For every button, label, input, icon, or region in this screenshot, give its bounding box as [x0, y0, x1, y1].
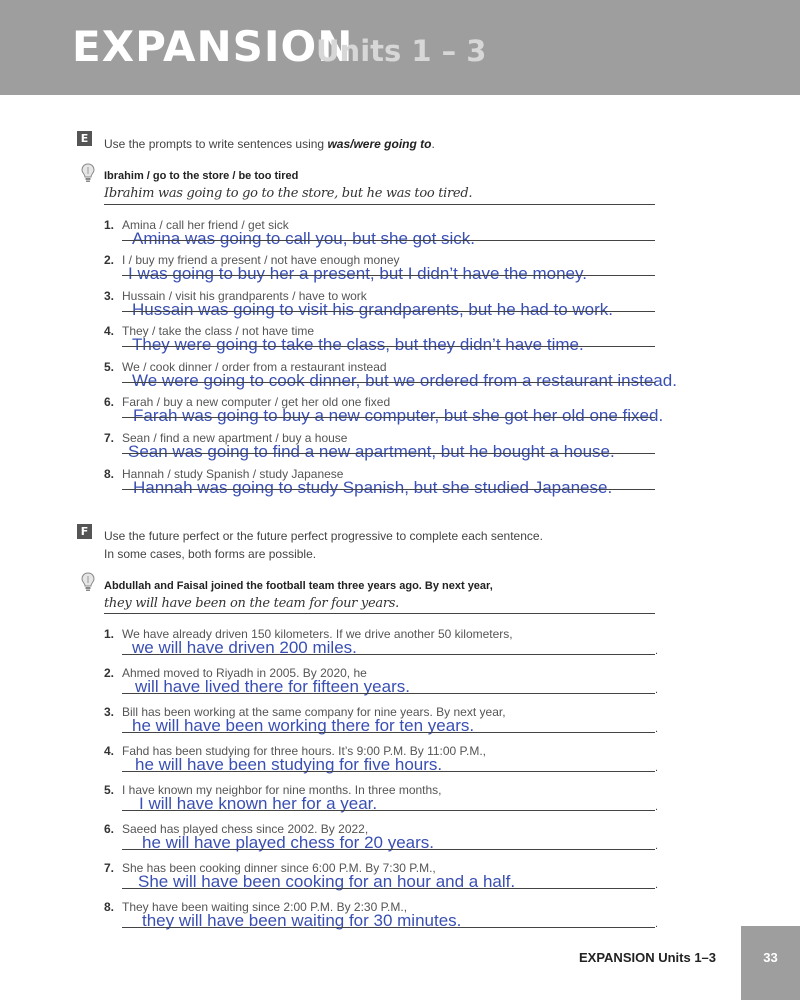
section-f-instruction-line2: In some cases, both forms are possible.: [104, 547, 317, 561]
item-number: 1.: [104, 627, 115, 641]
item-prompt: Ahmed moved to Riyadh in 2005. By 2020, he: [122, 666, 367, 680]
section-f-example-answer: they will have been on the team for four years.: [104, 596, 399, 611]
answer-input[interactable]: he will have been studying for five hours.: [135, 755, 443, 774]
section-e-instruction: Use the prompts to write sentences using was/were going to.: [104, 137, 435, 151]
footer-label: EXPANSION Units 1–3: [579, 950, 717, 965]
answer-input[interactable]: they will have been waiting for 30 minutes.: [142, 911, 462, 930]
item-prompt: Hussain / visit his grandparents / have to work: [122, 289, 367, 303]
answer-underline: [122, 417, 655, 418]
answer-input[interactable]: Hussain was going to visit his grandparents, but he had to work.: [132, 300, 613, 319]
item-number: 8.: [104, 467, 115, 481]
item-prompt: I / buy my friend a present / not have enough money: [122, 253, 400, 267]
item-number: 8.: [104, 900, 115, 914]
answer-underline: [122, 382, 655, 383]
answer-input[interactable]: She will have been cooking for an hour and a half.: [138, 872, 516, 891]
item-prompt: We / cook dinner / order from a restaurant instead: [122, 360, 387, 374]
answer-input[interactable]: I will have known her for a year.: [139, 794, 378, 813]
period-mark: .: [655, 645, 659, 657]
period-mark: .: [655, 801, 659, 813]
period-mark: .: [655, 684, 659, 696]
page-subtitle: Units 1 – 3: [316, 34, 487, 68]
answer-input[interactable]: Sean was going to find a new apartment, but he bought a house.: [128, 442, 615, 461]
list-item: [0, 467, 800, 503]
list-item: [0, 705, 800, 741]
item-prompt: She has been cooking dinner since 6:00 P.M. By 7:30 P.M.,: [122, 861, 436, 875]
item-number: 4.: [104, 744, 115, 758]
answer-underline: [122, 693, 655, 694]
item-prompt: They / take the class / not have time: [122, 324, 315, 338]
list-item: [0, 395, 800, 431]
answer-input[interactable]: we will have driven 200 miles.: [132, 638, 357, 657]
answer-underline: [122, 654, 655, 655]
answer-input[interactable]: he will have played chess for 20 years.: [142, 833, 434, 852]
item-number: 6.: [104, 395, 115, 409]
answer-input[interactable]: he will have been working there for ten years.: [132, 716, 475, 735]
page-title: EXPANSION: [72, 22, 354, 71]
page-header-banner: [0, 0, 800, 95]
item-prompt: Sean / find a new apartment / buy a house: [122, 431, 348, 445]
answer-underline: [122, 453, 655, 454]
item-number: 5.: [104, 783, 115, 797]
item-prompt: Amina / call her friend / get sick: [122, 218, 289, 232]
list-item: [0, 900, 800, 936]
list-item: [0, 666, 800, 702]
item-number: 1.: [104, 218, 115, 232]
period-mark: .: [655, 918, 659, 930]
lightbulb-icon: [81, 572, 95, 592]
item-number: 7.: [104, 861, 115, 875]
answer-underline: [122, 771, 655, 772]
item-prompt: Fahd has been studying for three hours. It’s 9:00 P.M. By 11:00 P.M.,: [122, 744, 486, 758]
section-e-example-answer: Ibrahim was going to go to the store, but he was too tired.: [104, 186, 473, 201]
answer-underline: [122, 311, 655, 312]
list-item: [0, 218, 800, 254]
answer-input[interactable]: We were going to cook dinner, but we ordered from a restaurant instead.: [132, 371, 677, 390]
item-number: 7.: [104, 431, 115, 445]
list-item: [0, 253, 800, 289]
section-f-example-underline: [104, 613, 655, 614]
answer-underline: [122, 732, 655, 733]
section-e-example-underline: [104, 204, 655, 205]
answer-input[interactable]: Hannah was going to study Spanish, but she studied Japanese.: [133, 478, 613, 497]
item-prompt: Bill has been working at the same company for nine years. By next year,: [122, 705, 506, 719]
answer-underline: [122, 275, 655, 276]
item-number: 5.: [104, 360, 115, 374]
answer-input[interactable]: They were going to take the class, but they didn’t have time.: [132, 335, 584, 354]
list-item: [0, 744, 800, 780]
answer-input[interactable]: I was going to buy her a present, but I didn’t have the money.: [128, 264, 587, 283]
period-mark: .: [655, 723, 659, 735]
item-number: 4.: [104, 324, 115, 338]
item-prompt: They have been waiting since 2:00 P.M. By 2:30 P.M.,: [122, 900, 408, 914]
answer-underline: [122, 927, 655, 928]
section-f-badge: F: [77, 524, 92, 539]
answer-input[interactable]: Amina was going to call you, but she got sick.: [132, 229, 476, 248]
section-f-instruction-line1: Use the future perfect or the future perfect progressive to complete each sentence.: [104, 529, 543, 543]
period-mark: .: [655, 840, 659, 852]
list-item: [0, 289, 800, 325]
item-number: 6.: [104, 822, 115, 836]
list-item: [0, 861, 800, 897]
answer-underline: [122, 489, 655, 490]
list-item: [0, 431, 800, 467]
answer-underline: [122, 849, 655, 850]
answer-underline: [122, 240, 655, 241]
lightbulb-icon: [81, 163, 95, 183]
list-item: [0, 822, 800, 858]
item-prompt: Saeed has played chess since 2002. By 2022,: [122, 822, 369, 836]
item-prompt: Farah / buy a new computer / get her old one fixed: [122, 395, 391, 409]
answer-input[interactable]: Farah was going to buy a new computer, but she got her old one fixed.: [133, 406, 664, 425]
list-item: [0, 627, 800, 663]
item-number: 3.: [104, 705, 115, 719]
answer-input[interactable]: will have lived there for fifteen years.: [135, 677, 410, 696]
item-number: 2.: [104, 253, 115, 267]
item-prompt: Hannah / study Spanish / study Japanese: [122, 467, 344, 481]
item-prompt: I have known my neighbor for nine months. In three months,: [122, 783, 442, 797]
item-number: 3.: [104, 289, 115, 303]
answer-underline: [122, 346, 655, 347]
list-item: [0, 324, 800, 360]
section-e-example-prompt: Ibrahim / go to the store / be too tired: [104, 170, 299, 182]
answer-underline: [122, 810, 655, 811]
list-item: [0, 783, 800, 819]
period-mark: .: [655, 762, 659, 774]
section-e-badge: E: [77, 131, 92, 146]
page-number-box: [741, 926, 800, 1000]
answer-underline: [122, 888, 655, 889]
page-number: 33: [763, 950, 778, 965]
item-prompt: We have already driven 150 kilometers. If we drive another 50 kilometers,: [122, 627, 513, 641]
list-item: [0, 360, 800, 396]
item-number: 2.: [104, 666, 115, 680]
section-f-example-prompt: Abdullah and Faisal joined the football team three years ago. By next year,: [104, 580, 493, 592]
period-mark: .: [655, 879, 659, 891]
